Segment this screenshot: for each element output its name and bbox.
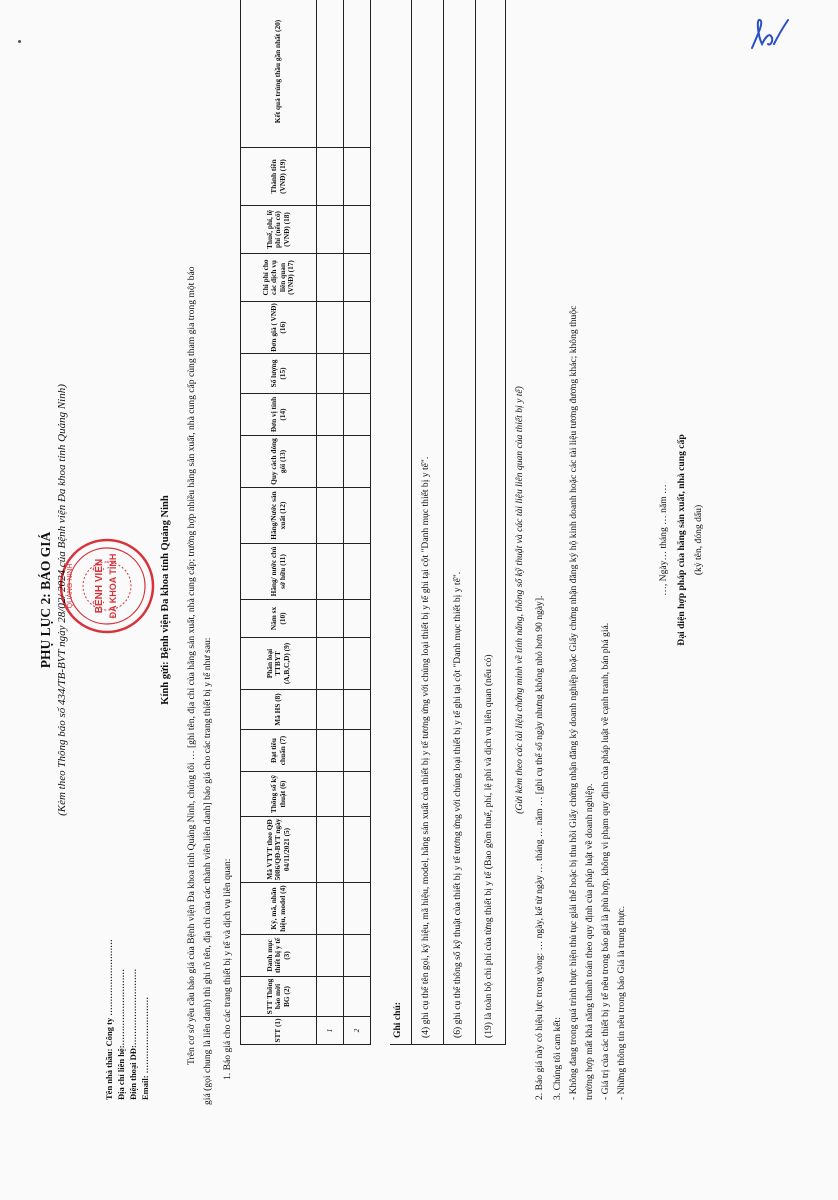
supplier-address: Địa chỉ liên hệ:……………………… <box>116 968 126 1100</box>
stamp-line-2: ĐA KHOA TỈNH <box>108 553 118 619</box>
col-header: Kết quả trúng thầu gần nhất (20) <box>241 0 317 148</box>
col-header: Thuế, phí, lệ phí (nếu có) (VNĐ) (18) <box>241 206 317 254</box>
note-4: (4) ghi cụ thể tên gọi, ký hiệu, mã hiệu, model, hãng sản xuất của thiết bị y tế tương ứng với chủng loại thiết bị y tế ghi tại cột "Danh mục thiết bị y tế". <box>412 0 444 1045</box>
col-header: STT Thông báo mời BG (2) <box>241 977 317 1017</box>
col-header: Đơn vị tính (14) <box>241 394 317 436</box>
col-header: Thành tiền (VNĐ) (19) <box>241 148 317 206</box>
col-header: Danh mục thiết bị y tế (3) <box>241 935 317 977</box>
commitment-heading: 3. Chúng tôi cam kết: <box>552 1017 563 1100</box>
intro-line-1: Trên cơ sở yêu cầu báo giá của Bệnh viện Đa khoa tỉnh Quảng Ninh, chúng tôi … [ghi tên, địa chỉ của hãng sản xuất, nhà cung cấp; trường hợp nhiều hãng sản xuất, nhà cung cấp cùng tham gia trong một báo <box>186 266 197 1065</box>
quotation-table <box>240 0 371 1045</box>
col-header: Mã HS (8) <box>241 690 317 730</box>
col-header: Đạt tiêu chuẩn (7) <box>241 730 317 772</box>
page-subtitle: (Kèm theo Thông báo số 434/TB-BVT ngày 28/02/ 2024 của Bệnh viện Đa khoa tỉnh Quảng Ninh) <box>56 384 68 816</box>
stamp-line-1: BỆNH VIỆN <box>94 558 105 614</box>
col-header: Hãng/ nước chủ sở hữu (11) <box>241 544 317 600</box>
col-header: Quy cách đóng gói (13) <box>241 436 317 488</box>
validity-statement: 2. Báo giá này có hiệu lực trong vòng: … ngày, kể từ ngày … tháng … năm … [ghi cụ thể số ngày nhưng không nhỏ hơn 90 ngày]. <box>534 595 545 1100</box>
col-header: Đơn giá ( VNĐ) (16) <box>241 302 317 354</box>
intro-line-2: giá (gọi chung là liên danh) thì ghi rõ tên, địa chỉ của các thành viên liên danh] báo giá cho các trang thiết bị y tế như sau: <box>202 637 213 1105</box>
commitment-1a: - Không đang trong quá trình thực hiện thủ tục giải thể hoặc bị thu hồi Giấy chứng nhận đăng ký doanh nghiệp hoặc Giấy chứng nhận đăng ký hộ kinh doanh hoặc các tài liệu tương đương khác; không thuộc <box>568 305 579 1100</box>
table-row <box>344 0 371 1045</box>
supplier-phone: Điện thoại DĐ:……………………… <box>128 968 138 1100</box>
page-title: PHỤ LỤC 2: BÁO GIÁ <box>38 531 53 669</box>
commitment-3: - Những thông tin nêu trong báo Giá là trung thực. <box>616 906 627 1100</box>
sign-title: Đại diện hợp pháp của hãng sản xuất, nhà cung cấp <box>676 434 687 646</box>
col-header: Số lượng (15) <box>241 354 317 394</box>
row-index: 2 <box>344 1017 371 1045</box>
table-row <box>317 0 344 1045</box>
col-header: Hãng/Nước sản xuất (12) <box>241 488 317 544</box>
greeting: Kính gửi: Bệnh viện Đa khoa tỉnh Quảng Ninh <box>160 495 171 705</box>
col-header: Năm sx (10) <box>241 600 317 638</box>
note-6: (6) ghi cụ thể thông số kỹ thuật của thiết bị y tế tương ứng với chủng loại thiết bị y tế ghi tại cột "Danh mục thiết bị y tế". <box>444 0 476 1045</box>
commitment-2: - Giá trị của các thiết bị y tế nêu trong báo giá là phù hợp, không vi phạm quy định của pháp luật về cạnh tranh, bán phá giá. <box>600 622 611 1100</box>
note-19: (19) là toàn bộ chi phí của từng thiết bị y tế (Bao gồm thuế, phí, lệ phí và dịch vụ liên quan (nếu có) <box>476 0 506 1045</box>
sign-note: (ký tên, đóng dấu) <box>693 504 704 576</box>
section-1-heading: 1. Báo giá cho các trang thiết bị y tế và dịch vụ liên quan: <box>222 858 233 1080</box>
attachment-note: (Gửi kèm theo các tài liệu chứng minh về tính năng, thông số kỹ thuật và các tài liệu liên quan của thiết bị y tế) <box>514 386 525 814</box>
col-header: Ký, mã, nhãn hiệu, model (4) <box>241 883 317 935</box>
col-header: Mã VTYT theo QĐ 5086/QĐ-BYT ngày 04/11/2021 (5) <box>241 817 317 883</box>
commitment-1b: trường hợp mất khả năng thanh toán theo quy định của pháp luật về doanh nghiệp. <box>584 783 595 1100</box>
supplier-email: Email: ……………………… <box>140 996 150 1100</box>
sign-date: …, Ngày… tháng … năm … <box>658 484 669 596</box>
col-header: Chi phí cho các dịch vụ liên quan (VNĐ) (17) <box>241 254 317 302</box>
notes-label: Ghi chú: <box>390 0 412 1045</box>
supplier-name: Tên nhà thầu: Công ty ……………………… <box>104 939 114 1100</box>
col-header: STT (1) <box>241 1017 317 1045</box>
col-header: Thông số kỹ thuật (6) <box>241 772 317 817</box>
row-index: 1 <box>317 1017 344 1045</box>
stamp-line-3: QUẢNG NINH <box>67 563 74 609</box>
hospital-stamp <box>58 537 156 635</box>
table-header-row <box>241 0 317 1045</box>
col-header: Phân loại TTBYT (A,B,C,D) (9) <box>241 638 317 690</box>
